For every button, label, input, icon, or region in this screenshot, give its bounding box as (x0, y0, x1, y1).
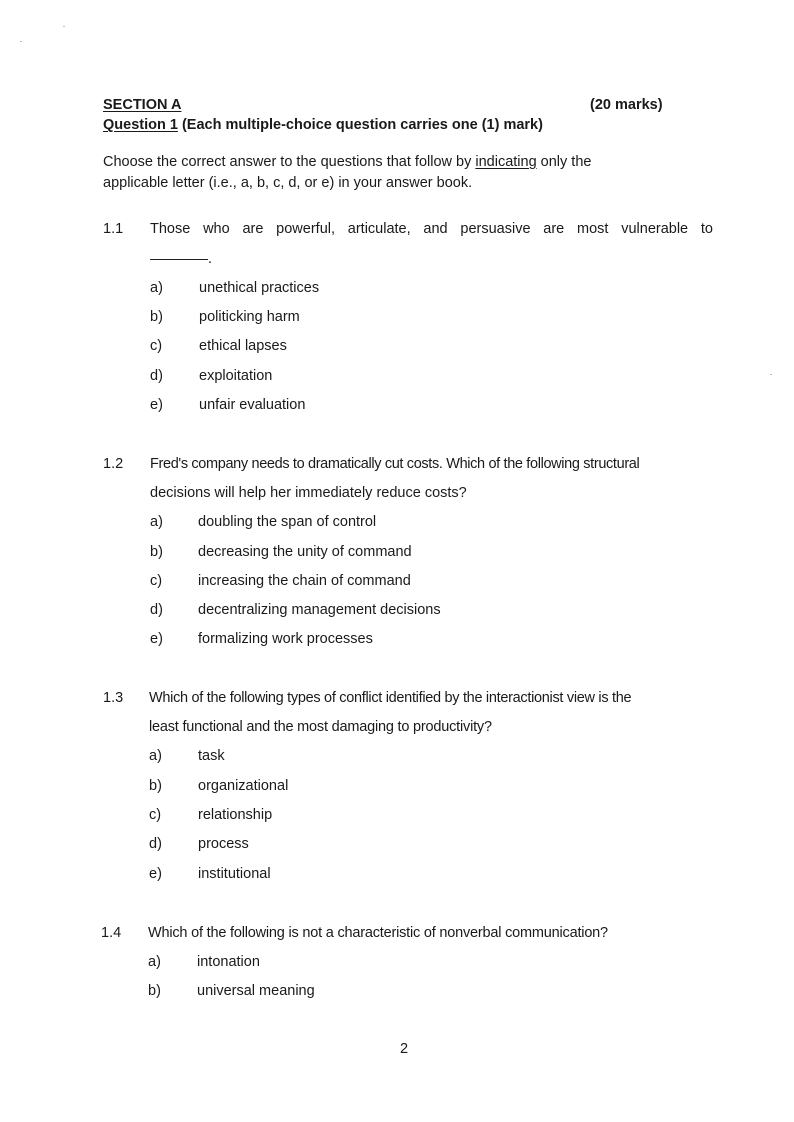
option-letter: b) (150, 309, 163, 325)
option-letter: a) (149, 748, 162, 764)
option-text: decreasing the unity of command (198, 544, 412, 560)
option-text: increasing the chain of command (198, 573, 411, 589)
option-text: task (198, 748, 225, 764)
option-text: unethical practices (199, 280, 320, 296)
question-number: 1.1 (103, 221, 124, 237)
question-heading (103, 117, 543, 133)
question-label: Question 1 (103, 117, 178, 133)
option-text: process (198, 836, 249, 852)
answer-blank: . (150, 251, 212, 267)
section-title: SECTION A (103, 97, 182, 113)
page-number: 2 (400, 1041, 409, 1057)
option-letter: b) (149, 778, 162, 794)
section-marks: (20 marks) (590, 97, 663, 113)
option-letter: c) (150, 573, 163, 589)
option-text: ethical lapses (199, 338, 287, 354)
question-number: 1.3 (103, 690, 124, 706)
scan-speck (63, 26, 65, 27)
question-note: (Each multiple-choice question carries one (1) mark) (177, 117, 543, 133)
option-text: formalizing work processes (198, 631, 373, 647)
option-text: organizational (198, 778, 289, 794)
option-letter: e) (149, 866, 162, 882)
scan-speck (20, 41, 22, 42)
instructions-line-1 (103, 154, 591, 170)
question-text: least functional and the most damaging to productivity? (149, 719, 492, 735)
option-text: politicking harm (199, 309, 300, 325)
question-number: 1.4 (101, 925, 122, 941)
option-letter: e) (150, 397, 163, 413)
option-letter: d) (149, 836, 162, 852)
instructions-underlined-word: indicating (475, 154, 537, 170)
instructions-text: Choose the correct answer to the questions that follow by (103, 154, 476, 170)
instructions-text: only the (536, 154, 592, 170)
question-text: Which of the following is not a characteristic of nonverbal communication? (148, 925, 608, 941)
option-letter: c) (150, 338, 163, 354)
option-text: exploitation (199, 368, 273, 384)
option-letter: a) (150, 514, 163, 530)
option-letter: b) (150, 544, 163, 560)
question-text: Which of the following types of conflict identified by the interactionist view is the (149, 690, 632, 706)
option-text: relationship (198, 807, 273, 823)
option-text: universal meaning (197, 983, 315, 999)
option-letter: a) (150, 280, 163, 296)
option-text: intonation (197, 954, 260, 970)
option-letter: c) (149, 807, 162, 823)
scan-speck (770, 374, 772, 375)
option-letter: b) (148, 983, 161, 999)
option-text: doubling the span of control (198, 514, 377, 530)
question-text: Those who are powerful, articulate, and persuasive are most vulnerable to (150, 221, 713, 237)
option-letter: a) (148, 954, 161, 970)
question-text: Fred's company needs to dramatically cut costs. Which of the following structural (150, 456, 640, 472)
option-text: institutional (198, 866, 271, 882)
question-text: decisions will help her immediately reduce costs? (150, 485, 467, 501)
option-text: unfair evaluation (199, 397, 306, 413)
instructions-line-2: applicable letter (i.e., a, b, c, d, or e) in your answer book. (103, 175, 473, 191)
option-text: decentralizing management decisions (198, 602, 441, 618)
option-letter: d) (150, 368, 163, 384)
question-number: 1.2 (103, 456, 124, 472)
option-letter: e) (150, 631, 163, 647)
option-letter: d) (150, 602, 163, 618)
